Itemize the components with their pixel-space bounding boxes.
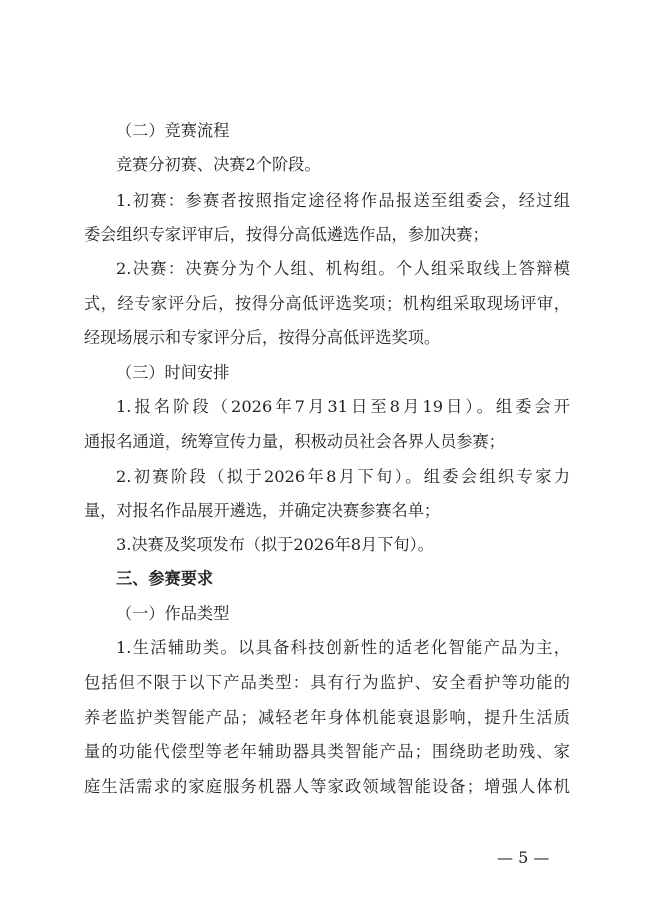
paragraph-line: 量，对报名作品展开遴选，并确定决赛参赛名单； (84, 501, 441, 520)
paragraph-line: 包括但不限于以下产品类型：具有行为监护、安全看护等功能的 (84, 673, 570, 692)
paragraph-line: 2.决赛：决赛分为个人组、机构组。个人组采取线上答辩模 (116, 259, 570, 278)
paragraph-line: 1.初赛：参赛者按照指定途径将作品报送至组委会，经过组 (116, 191, 570, 210)
paragraph-line: 2.初赛阶段（拟于2026年8月下旬）。组委会组织专家力 (116, 467, 570, 486)
paragraph-line: 3.决赛及奖项发布（拟于2026年8月下旬）。 (116, 535, 434, 554)
subheading-work-types: （一）作品类型 (116, 604, 230, 623)
paragraph-line: 经现场展示和专家评分后，按得分高低评选奖项。 (84, 328, 441, 347)
paragraph-line: 委会组织专家评审后，按得分高低遴选作品，参加决赛； (84, 225, 489, 244)
paragraph-line: 养老监护类智能产品；减轻老年身体机能衰退影响，提升生活质 (84, 708, 570, 727)
paragraph-line: 量的功能代偿型等老年辅助器具类智能产品；围绕助老助残、家 (84, 742, 570, 761)
section-heading-requirements: 三、参赛要求 (116, 569, 214, 588)
paragraph-line: 1.报名阶段（2026年7月31日至8月19日）。组委会开 (116, 397, 570, 416)
subheading-competition-process: （二）竞赛流程 (116, 121, 230, 140)
paragraph-line: 1.生活辅助类。以具备科技创新性的适老化智能产品为主， (116, 638, 570, 657)
paragraph-line: 竞赛分初赛、决赛2个阶段。 (116, 155, 321, 174)
subheading-schedule: （三）时间安排 (116, 363, 230, 382)
paragraph-line: 通报名通道，统筹宣传力量，积极动员社会各界人员参赛； (84, 432, 505, 451)
paragraph-line: 庭生活需求的家庭服务机器人等家政领域智能设备；增强人体机 (84, 777, 570, 796)
paragraph-line: 式，经专家评分后，按得分高低评选奖项；机构组采取现场评审， (84, 294, 570, 313)
page-number: — 5 — (497, 848, 550, 867)
